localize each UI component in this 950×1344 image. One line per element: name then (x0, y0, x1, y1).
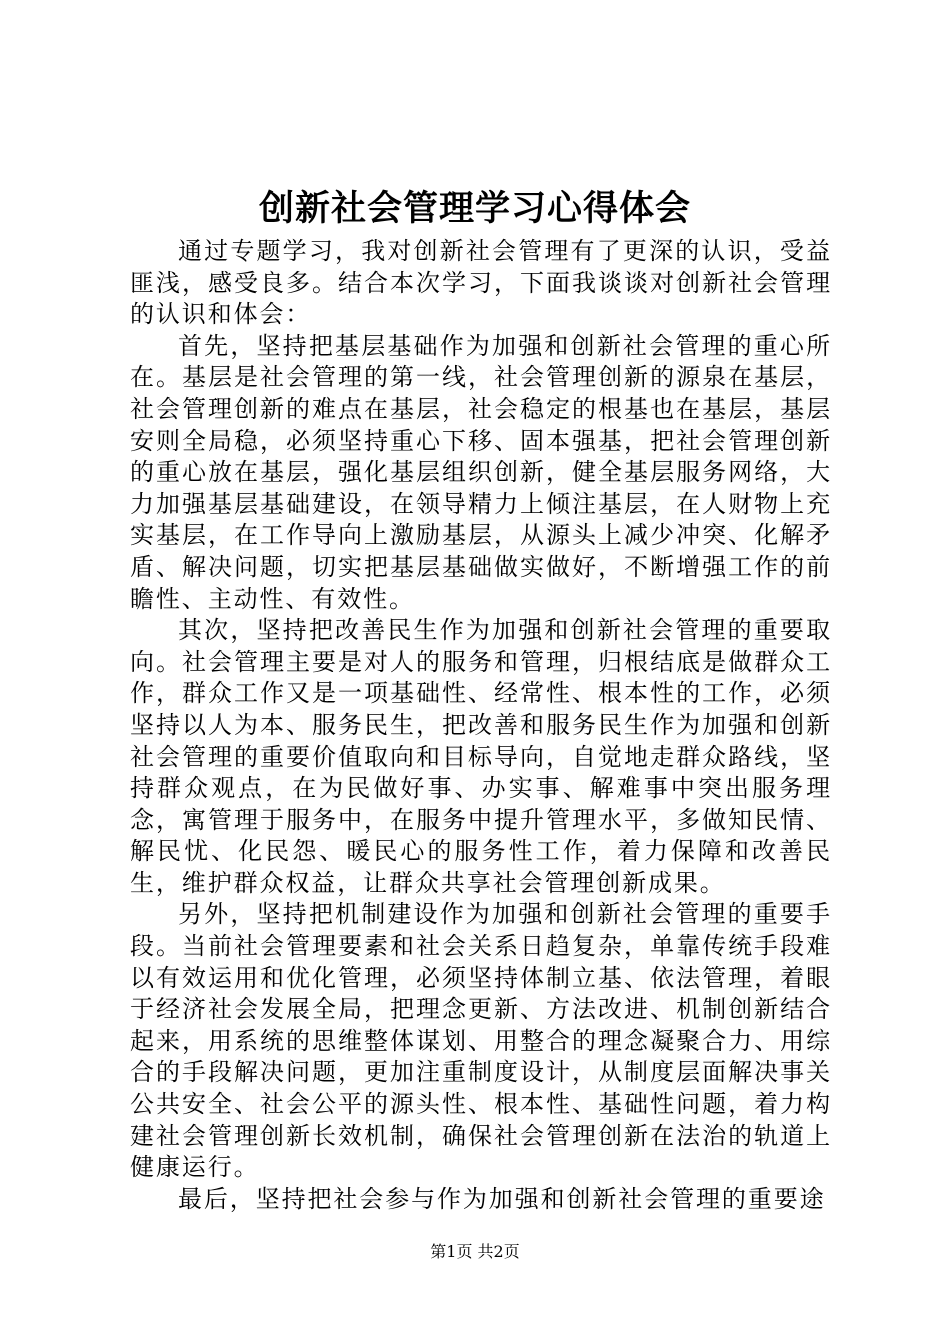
paragraph-fourth-point: 最后，坚持把社会参与作为加强和创新社会管理的重要途 (178, 1184, 826, 1213)
paragraph-first-point: 首先，坚持把基层基础作为加强和创新社会管理的重心所在。基层是社会管理的第一线，社会管理创新的源泉在基层，社会管理创新的难点在基层，社会稳定的根基也在基层，基层安则全局稳，必须坚持重心下移、固本强基，把社会管理创新的重心放在基层，强化基层组织创新，健全基层服务网络，大力加强基层基础建设，在领导精力上倾注基层，在人财物上充实基层，在工作导向上激励基层，从源头上减少冲突、化解矛盾、解决问题，切实把基层基础做实做好，不断增强工作的前瞻性、主动性、有效性。 (130, 331, 832, 613)
paragraph-third-point: 另外，坚持把机制建设作为加强和创新社会管理的重要手段。当前社会管理要素和社会关系日趋复杂，单靠传统手段难以有效运用和优化管理，必须坚持体制立基、依法管理，着眼于经济社会发展全局，把理念更新、方法改进、机制创新结合起来，用系统的思维整体谋划、用整合的理念凝聚合力、用综合的手段解决问题，更加注重制度设计，从制度层面解决事关公共安全、社会公平的源头性、根本性、基础性问题，着力构建社会管理创新长效机制，确保社会管理创新在法治的轨道上健康运行。 (130, 900, 832, 1182)
document-body (130, 236, 832, 1215)
document-title: 创新社会管理学习心得体会 (258, 188, 691, 229)
page-number-footer: 第1页 共2页 (430, 1242, 520, 1261)
paragraph-intro: 通过专题学习，我对创新社会管理有了更深的认识，受益匪浅，感受良多。结合本次学习，下面我谈谈对创新社会管理的认识和体会： (130, 237, 832, 329)
paragraph-second-point: 其次，坚持把改善民生作为加强和创新社会管理的重要取向。社会管理主要是对人的服务和管理，归根结底是做群众工作，群众工作又是一项基础性、经常性、根本性的工作，必须坚持以人为本、服务民生，把改善和服务民生作为加强和创新社会管理的重要价值取向和目标导向，自觉地走群众路线，坚持群众观点，在为民做好事、办实事、解难事中突出服务理念，寓管理于服务中，在服务中提升管理水平，多做知民情、解民忧、化民怨、暖民心的服务性工作，着力保障和改善民生，维护群众权益，让群众共享社会管理创新成果。 (130, 616, 832, 897)
